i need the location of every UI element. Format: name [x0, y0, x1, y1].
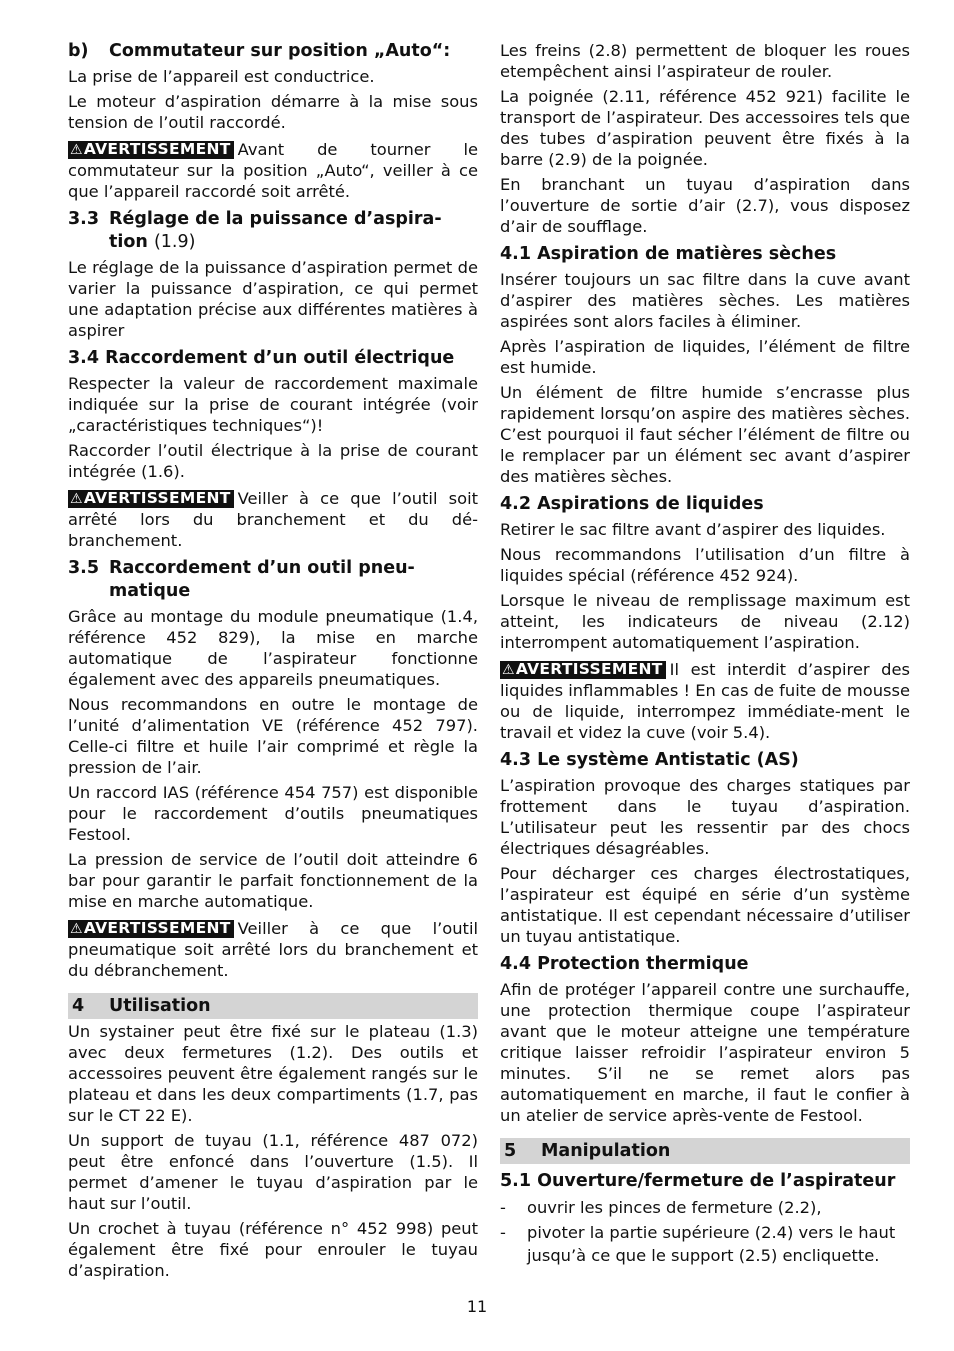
list-item	[500, 1221, 910, 1267]
warning-badge	[500, 661, 666, 679]
heading-text: Raccordement d’un outil pneu-matique	[109, 558, 415, 601]
paragraph: Insérer toujours un sac filtre dans la cuve avant d’aspirer des matières sèches. Les matières aspirées sont alors faciles à éliminer.	[500, 270, 910, 331]
heading-4-1: 4.1 Aspiration de matières sèches	[500, 244, 837, 264]
paragraph: Respecter la valeur de raccordement maximale indiquée sur la prise de courant intégrée (voir „caractéristiques techniques“)!	[68, 374, 478, 435]
section-title: Manipulation	[541, 1141, 671, 1161]
warning-badge	[68, 141, 234, 159]
warning-triangle-icon: ⚠	[70, 491, 83, 507]
paragraph: Nous recommandons l’utilisation d’un filtre à liquides spécial (référence 452 924).	[500, 545, 910, 585]
heading-b	[68, 40, 478, 63]
section-heading-5	[500, 1138, 910, 1164]
warning-text: Veiller à ce que l’outil soit arrêté lors du branchement et du dé-branchement.	[68, 489, 478, 550]
paragraph: Le réglage de la puissance d’aspiration permet de varier la puissance d’aspiration, ce qui permet une adaptation précise aux différentes matières à aspirer	[68, 258, 478, 340]
paragraph: Le moteur d’aspiration démarre à la mise sous tension de l’outil raccordé.	[68, 92, 478, 132]
paragraph: La poignée (2.11, référence 452 921) facilite le transport de l’aspirateur. Des accessoires tels que des tubes d’aspiration peuvent être fixés à la barre (2.9) de la poignée.	[500, 87, 910, 169]
warning-paragraph	[500, 659, 910, 743]
heading-4-2: 4.2 Aspirations de liquides	[500, 494, 764, 514]
paragraph: La pression de service de l’outil doit atteindre 6 bar pour garantir le parfait fonctionnement de la mise en marche automatique.	[68, 850, 478, 911]
warning-label: AVERTISSEMENT	[83, 489, 231, 507]
heading-reference: (1.9)	[153, 232, 196, 252]
section-number: 4	[72, 996, 85, 1016]
heading-3-3	[68, 208, 478, 254]
paragraph: Nous recommandons en outre le montage de l’unité d’alimentation VE (référence 452 797). Celle-ci filtre et huile l’air comprimé et règle la pression de l’air.	[68, 695, 478, 777]
warning-text: Il est interdit d’aspirer des liquides inflammables ! En cas de fuite de mousse ou de liquide, interrompez immédiate-ment le travail et videz la cuve (voir 5.4).	[500, 660, 910, 742]
heading-number: b)	[68, 41, 89, 61]
paragraph: Un systainer peut être fixé sur le plateau (1.3) avec deux fermetures (1.2). Des outils et accessoires peuvent être également rangés sur le plateau et dans les deux compartiments (1.7, pas sur le CT 22 E).	[68, 1022, 478, 1125]
warning-label: AVERTISSEMENT	[83, 919, 231, 937]
dash-list	[500, 1196, 910, 1267]
heading-4-3: 4.3 Le système Antistatic (AS)	[500, 750, 799, 770]
paragraph: Après l’aspiration de liquides, l’élément de filtre est humide.	[500, 337, 910, 377]
paragraph: Un élément de filtre humide s’encrasse plus rapidement lorsqu’on aspire des matières sèches. C’est pourquoi il faut sécher l’élément de filtre ou le remplacer par un élément sec avant d’aspirer des matières sèches.	[500, 383, 910, 486]
warning-badge	[68, 490, 234, 508]
paragraph: En branchant un tuyau d’aspiration dans l’ouverture de sortie d’air (2.7), vous disposez d’air de soufflage.	[500, 175, 910, 236]
heading-3-5	[68, 557, 478, 603]
section-title: Utilisation	[109, 996, 211, 1016]
paragraph: Retirer le sac filtre avant d’aspirer des liquides.	[500, 520, 886, 539]
warning-badge	[68, 920, 234, 938]
heading-text: Réglage de la puissance d’aspira-tion	[109, 209, 442, 252]
paragraph: Les freins (2.8) permettent de bloquer les roues etempêchent ainsi l’aspirateur de rouler.	[500, 41, 910, 81]
paragraph: Lorsque le niveau de remplissage maximum est atteint, les indicateurs de niveau (2.12) interrompent automatiquement l’aspiration.	[500, 591, 910, 652]
dash-bullet: -	[500, 1223, 506, 1242]
right-column	[500, 40, 910, 1269]
warning-triangle-icon: ⚠	[70, 921, 83, 937]
warning-label: AVERTISSEMENT	[83, 140, 231, 158]
heading-5-1: 5.1 Ouverture/fermeture de l’aspirateur	[500, 1171, 896, 1191]
paragraph: L’aspiration provoque des charges statiques par frottement dans le tuyau d’aspiration. L’utilisateur peut les ressentir par des chocs électriques désagréables.	[500, 776, 910, 858]
list-item	[500, 1196, 910, 1219]
warning-text: Veiller à ce que l’outil pneumatique soit arrêté lors du branchement et du débranchement.	[68, 919, 478, 980]
list-item-text: pivoter la partie supérieure (2.4) vers le haut jusqu’à ce que le support (2.5) encliquette.	[527, 1223, 896, 1265]
warning-triangle-icon: ⚠	[70, 142, 83, 158]
paragraph: Grâce au montage du module pneumatique (1.4, référence 452 829), la mise en marche automatique de l’aspirateur fonctionne également avec des appareils pneumatiques.	[68, 607, 478, 689]
warning-paragraph	[68, 139, 478, 202]
paragraph: Afin de protéger l’appareil contre une surchauffe, une protection thermique coupe l’aspirateur avant que le moteur atteigne une température critique laisser refroidir l’aspirateur environ 5 minutes. S’il ne se remet alors pas automatiquement en marche, il faut le confier à un atelier de service après-vente de Festool.	[500, 980, 910, 1125]
paragraph: Un crochet à tuyau (référence n° 452 998) peut également être fixé pour enrouler le tuyau d’aspiration.	[68, 1219, 478, 1280]
warning-paragraph	[68, 488, 478, 551]
list-item-text: ouvrir les pinces de fermeture (2.2),	[527, 1198, 822, 1217]
paragraph: Un raccord IAS (référence 454 757) est disponible pour le raccordement d’outils pneumatiques Festool.	[68, 783, 478, 844]
paragraph: Pour décharger ces charges électrostatiques, l’aspirateur est équipé en série d’un système antistatique. Il est cependant nécessaire d’utiliser un tuyau antistatique.	[500, 864, 910, 946]
paragraph: Raccorder l’outil électrique à la prise de courant intégrée (1.6).	[68, 441, 478, 481]
heading-4-4: 4.4 Protection thermique	[500, 954, 749, 974]
page-number: 11	[466, 1297, 488, 1316]
paragraph: Un support de tuyau (1.1, référence 487 072) peut être enfoncé dans l’ouverture (1.5). Il permet d’amener le tuyau d’aspiration par le haut sur l’outil.	[68, 1131, 478, 1213]
warning-triangle-icon: ⚠	[502, 662, 515, 678]
heading-text: Commutateur sur position „Auto“:	[109, 41, 451, 61]
left-column	[68, 40, 478, 1285]
heading-number: 3.5	[68, 558, 100, 578]
paragraph: La prise de l’appareil est conductrice.	[68, 67, 375, 86]
heading-3-4: 3.4 Raccordement d’un outil électrique	[68, 348, 455, 368]
section-heading-4	[68, 993, 478, 1019]
section-number: 5	[504, 1141, 517, 1161]
warning-paragraph	[68, 918, 478, 981]
dash-bullet: -	[500, 1198, 506, 1217]
warning-text: Avant de tourner le commutateur sur la position „Auto“, veiller à ce que l’appareil raccordé soit arrêté.	[68, 140, 478, 201]
warning-label: AVERTISSEMENT	[515, 660, 663, 678]
heading-number: 3.3	[68, 209, 100, 229]
